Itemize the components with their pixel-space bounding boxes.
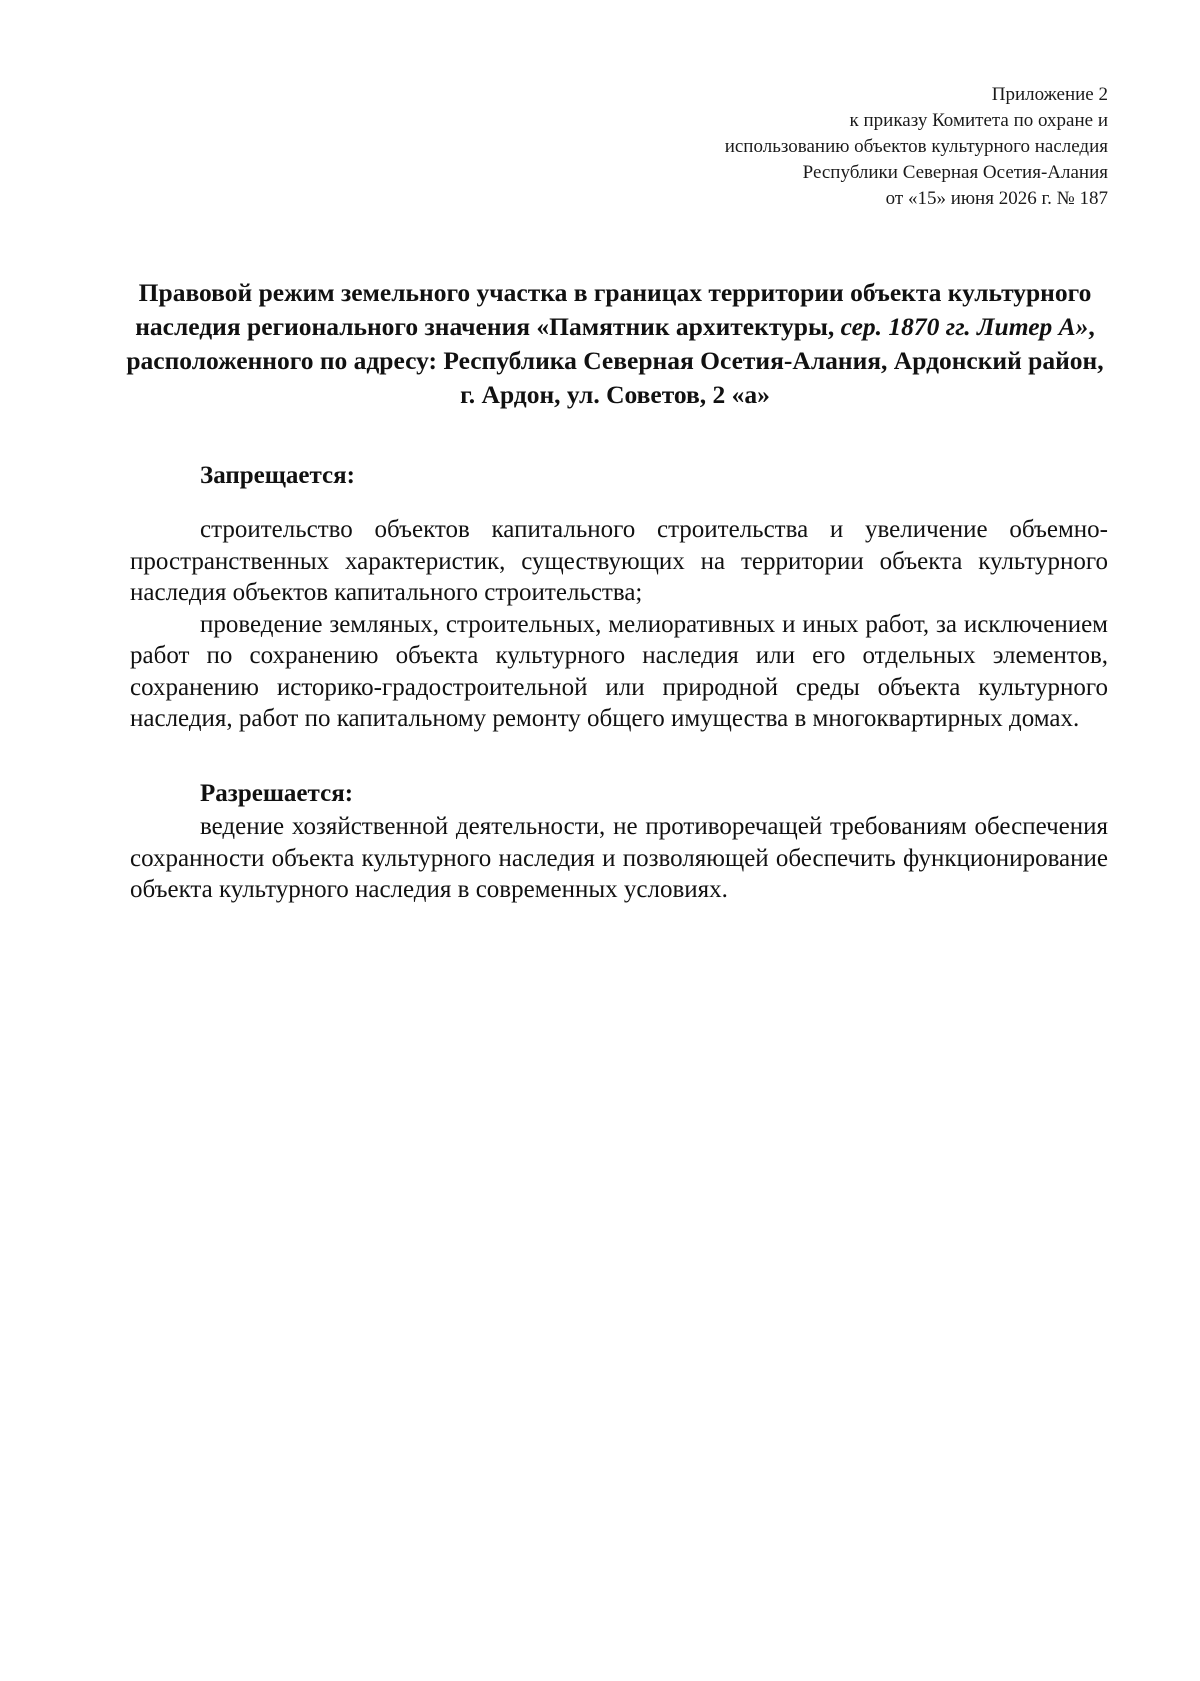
appendix-committee: использованию объектов культурного наследия [724, 136, 1108, 157]
title-part-3: , расположенного по адресу: Республика Северная Осетия-Алания, Ардонский район, г. Ардон, ул. Советов, 2 «а» [126, 312, 1104, 409]
prohibited-item: проведение земляных, строительных, мелиоративных и иных работ, за исключением работ по сохранению объекта культурного наследия или его отдельных элементов, сохранению историко-градостроительной или природной среды объекта культурного наследия, работ по капитальному ремонту общего имущества в многоквартирных домах. [130, 610, 1108, 732]
appendix-republic: Республики Северная Осетия-Алания [802, 162, 1108, 183]
document-title [120, 276, 1110, 412]
appendix-date-number: от «15» июня 2026 г. № 187 [885, 188, 1108, 209]
title-part-1: Правовой режим земельного участка в границах территории объекта культурного наследия регионального значения «Памятник архитектуры, [135, 278, 1092, 341]
prohibited-heading: Запрещается: [200, 462, 356, 489]
appendix-header [548, 82, 1108, 212]
prohibited-list [130, 514, 1108, 735]
appendix-number: Приложение 2 [991, 84, 1108, 105]
title-part-2-italic: сер. 1870 гг. Литер А» [840, 312, 1089, 341]
appendix-order-ref: к приказу Комитета по охране и [849, 110, 1108, 131]
prohibited-item: строительство объектов капитального строительства и увеличение объемно-пространственных характеристик, существующих на территории объекта культурного наследия объектов капитального строительства; [130, 516, 1108, 606]
permitted-heading: Разрешается: [200, 780, 354, 807]
permitted-list [130, 811, 1108, 906]
permitted-item: ведение хозяйственной деятельности, не противоречащей требованиям обеспечения сохранности объекта культурного наследия и позволяющей обеспечить функционирование объекта культурного наследия в современных условиях. [130, 813, 1108, 903]
